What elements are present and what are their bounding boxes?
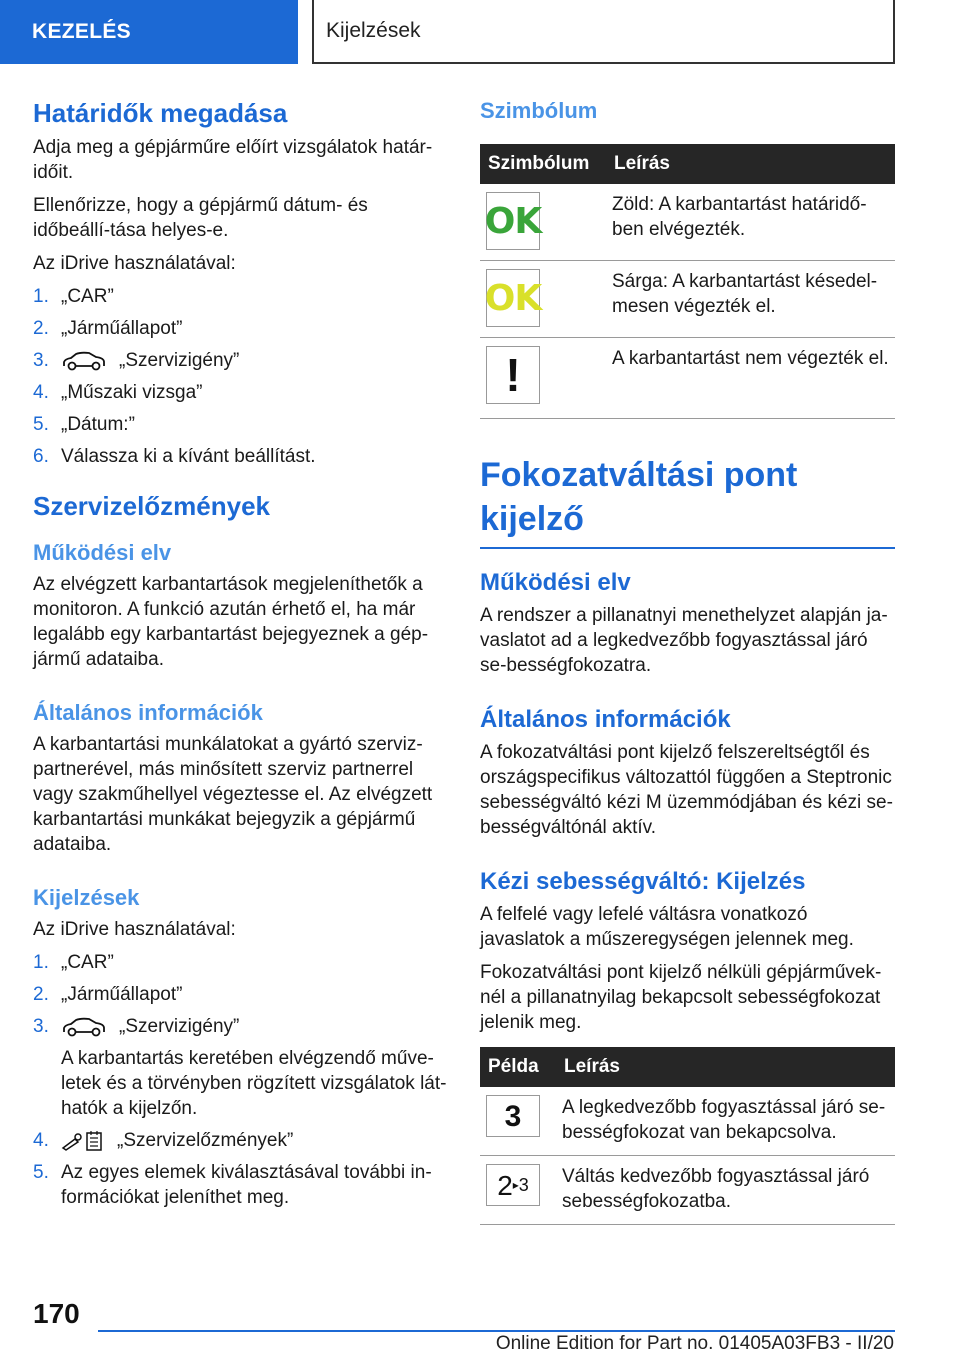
chapter-title: Kijelzések: [326, 19, 421, 42]
gear-shift-recommend-icon: 2 ▸ 3: [486, 1164, 540, 1206]
table-row: [480, 1087, 895, 1156]
table-header-row: [480, 1047, 895, 1087]
list-item: [33, 348, 448, 373]
step-number: 2.: [33, 318, 49, 339]
car-service-icon: [61, 351, 107, 371]
heading-manual-gearbox: Kézi sebességváltó: Kijelzés: [480, 868, 806, 895]
table-row: [480, 261, 895, 338]
step-number: 1.: [33, 952, 49, 973]
step-number: 3.: [33, 350, 49, 371]
step-text: Válassza ki a kívánt beállítást.: [61, 446, 316, 467]
para-general-info: A karbantartási munkálatokat a gyártó szerviz-partnerével, más minősített szerviz partnerrel vagy szakműhellyel végeztesse el. Az elvégzett karbantartási munkákat bejegyzik a gépjármű adataiba.: [33, 734, 433, 855]
step-content: [61, 1014, 448, 1039]
list-item: [33, 1128, 448, 1153]
table-cell: Zöld: A karbantartást határidő-ben elvégezték.: [606, 184, 895, 261]
table-row: [480, 184, 895, 261]
para-principle: A rendszer a pillanatnyi menethelyzet alapján ja-vaslatot ad a legkedvezőbb fogyasztással járó se-bességfokozatra.: [480, 605, 888, 676]
list-item: [33, 1046, 448, 1121]
table-header-row: [480, 144, 895, 184]
section-tab: [0, 0, 298, 64]
table-cell: A karbantartást nem végezték el.: [606, 338, 895, 419]
step-text: „CAR”: [61, 952, 114, 973]
table-cell: A legkedvezőbb fogyasztással járó se-bességfokozat van bekapcsolva.: [556, 1087, 895, 1156]
list-item: [33, 1160, 448, 1210]
step-text: „Járműállapot”: [61, 984, 183, 1005]
step-text: A karbantartás keretében elvégzendő műve-letek és a törvényben rögzített vizsgálatok lát-hatók a kijelzőn.: [61, 1048, 447, 1119]
list-item: [33, 950, 448, 975]
table-header: Példa: [480, 1047, 556, 1087]
car-service-icon: [61, 1017, 107, 1037]
heading-general-info: Általános információk: [33, 700, 263, 725]
para-manual-2: Fokozatváltási pont kijelző nélküli gépjárművek-nél a pillanatnyilag bekapcsolt sebességfokozat jelenik meg.: [480, 962, 882, 1033]
step-text: „Szervizigény”: [119, 350, 240, 371]
symbol-table: [480, 144, 895, 419]
list-item: [33, 1014, 448, 1039]
example-table: [480, 1047, 895, 1225]
step-text: „Szervizelőzmények”: [117, 1130, 294, 1151]
chapter-header: [312, 0, 895, 64]
page-number: 170: [33, 1298, 80, 1329]
heading-deadlines: Határidők megadása: [33, 98, 288, 128]
para-principle: Az elvégzett karbantartások megjeleníthetők a monitoron. A funkció azután érhető el, ha már legalább egy karbantartást bejegyeznek a gép-jármű adataiba.: [33, 574, 429, 670]
table-header: Leírás: [556, 1047, 895, 1087]
step-number: 3.: [33, 1016, 49, 1037]
list-item: [33, 380, 448, 405]
step-number: 5.: [33, 414, 49, 435]
step-text: „Dátum:”: [61, 414, 135, 435]
step-text: Az egyes elemek kiválasztásával további in-formációkat jeleníthet meg.: [61, 1162, 432, 1208]
para-deadlines-3: Az iDrive használatával:: [33, 253, 236, 274]
step-number: 6.: [33, 446, 49, 467]
step-number: 2.: [33, 984, 49, 1005]
ok-yellow-icon: OK: [486, 269, 540, 327]
list-item: [33, 982, 448, 1007]
list-item: [33, 316, 448, 341]
ok-green-icon: OK: [486, 192, 540, 250]
table-header: Leírás: [606, 144, 895, 184]
step-content: [61, 348, 448, 373]
gear-indicator-icon: 3: [486, 1095, 540, 1137]
step-text: „Járműállapot”: [61, 318, 183, 339]
heading-principle: Működési elv: [480, 569, 631, 596]
table-cell: Váltás kedvezőbb fogyasztással járó sebességfokozatba.: [556, 1156, 895, 1225]
heading-general-info: Általános információk: [480, 706, 731, 733]
step-text: „CAR”: [61, 286, 114, 307]
heading-service-history: Szervizelőzmények: [33, 491, 271, 521]
table-row: [480, 1156, 895, 1225]
step-number: 1.: [33, 286, 49, 307]
step-content: [61, 1128, 448, 1153]
table-row: [480, 338, 895, 419]
step-text: „Műszaki vizsga”: [61, 382, 203, 403]
step-number: 5.: [33, 1162, 49, 1183]
para-deadlines-1: Adja meg a gépjárműre előírt vizsgálatok határ-időit.: [33, 137, 433, 183]
list-item: [33, 284, 448, 309]
section-label: KEZELÉS: [32, 20, 131, 43]
step-number: 4.: [33, 382, 49, 403]
list-item: [33, 444, 448, 469]
steps-list-1: [33, 284, 448, 469]
left-column: [33, 96, 448, 1220]
para-displays: Az iDrive használatával:: [33, 919, 236, 940]
heading-symbol: Szimbólum: [480, 98, 598, 123]
step-number: 4.: [33, 1130, 49, 1151]
para-deadlines-2: Ellenőrizze, hogy a gépjármű dátum- és időbeállí-tása helyes-e.: [33, 195, 368, 241]
table-cell: Sárga: A karbantartást késedel-mesen végezték el.: [606, 261, 895, 338]
right-column: [480, 96, 895, 1233]
list-item: [33, 412, 448, 437]
heading-displays: Kijelzések: [33, 885, 140, 910]
footer-divider: [98, 1330, 895, 1332]
heading-principle: Működési elv: [33, 540, 172, 565]
service-history-icon: [61, 1130, 105, 1152]
heading-gear-shift-indicator: Fokozatváltási pont kijelző: [480, 453, 895, 549]
footer-edition: Online Edition for Part no. 01405A03FB3 - II/20: [495, 1333, 894, 1354]
step-text: „Szervizigény”: [119, 1016, 240, 1037]
para-manual-1: A felfelé vagy lefelé váltásra vonatkozó javaslatok a műszeregységen jelennek meg.: [480, 904, 854, 950]
arrow-right-icon: ▸: [512, 1177, 519, 1192]
para-general-info: A fokozatváltási pont kijelző felszereltségtől és országspecifikus változattól függően a Steptronic sebességváltó kézi M üzemmódjában és kézi se-bességváltónál aktív.: [480, 742, 893, 838]
exclamation-icon: !: [486, 346, 540, 404]
table-header: Szimbólum: [480, 144, 606, 184]
steps-list-2: [33, 950, 448, 1210]
